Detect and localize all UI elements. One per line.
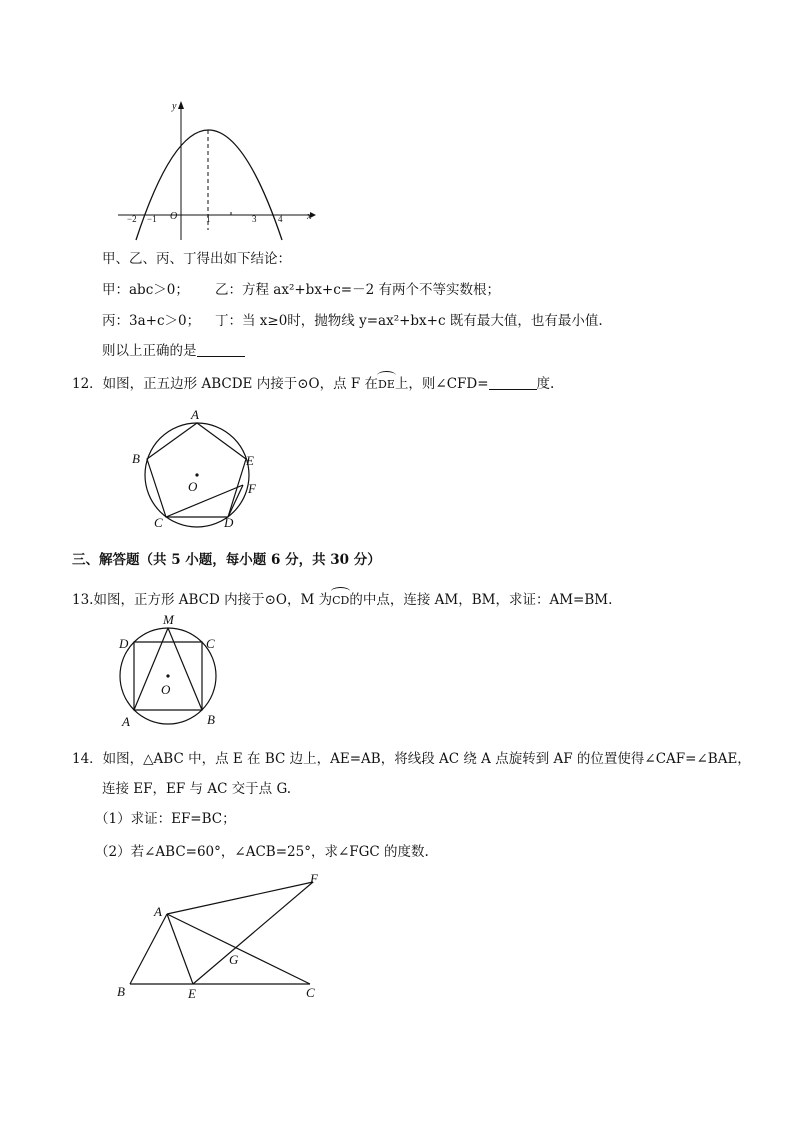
tick-label: 4 <box>278 214 283 224</box>
label-C: C <box>154 515 163 530</box>
q11-jia: 甲：abc＞0； <box>102 282 189 298</box>
x-axis-label: x <box>307 211 312 222</box>
label-B: B <box>207 712 215 727</box>
label-M: M <box>163 612 174 627</box>
answer-blank[interactable] <box>489 375 537 390</box>
q14-line1: 14．如图，△ABC 中，点 E 在 BC 边上，AE=AB，将线段 AC 绕 A 点旋转到 AF 的位置使得∠CAF=∠BAE， <box>72 751 751 767</box>
arc-cd: CD <box>332 589 349 610</box>
tick-label: −2 <box>127 214 137 224</box>
q11-ask <box>102 342 245 360</box>
q12-text <box>72 373 554 394</box>
label-C: C <box>206 636 215 651</box>
q13-pre: 13.如图，正方形 ABCD 内接于⊙O，M 为 <box>72 592 333 608</box>
q12-post: 上，则∠CFD= <box>394 376 489 392</box>
label-G: G <box>229 952 239 967</box>
tick-label: 1 <box>206 214 211 224</box>
q11-ask-text: 则以上正确的是 <box>102 343 197 359</box>
tick-label: 3 <box>252 214 257 224</box>
label-B: B <box>117 984 125 999</box>
answer-blank[interactable] <box>197 342 245 357</box>
label-O: O <box>188 479 198 494</box>
label-B: B <box>132 451 140 466</box>
q11-yi: 乙：方程 ax²+bx+c=－2 有两个不等实数根； <box>215 282 500 298</box>
q11-intro: 甲、乙、丙、丁得出如下结论： <box>102 251 291 267</box>
label-E: E <box>246 453 254 468</box>
label-D: D <box>224 515 234 530</box>
label-O: O <box>161 682 171 697</box>
arc-de: DE <box>378 373 395 394</box>
tick-label: −1 <box>147 214 157 224</box>
square-figure <box>110 612 235 732</box>
q14-part1: （1）求证：EF=BC； <box>95 811 236 827</box>
q11-bing: 丙：3a+c＞0； <box>102 313 201 329</box>
pentagon-figure <box>125 405 270 535</box>
label-F: F <box>310 871 318 886</box>
label-C: C <box>306 985 315 1000</box>
q13-post: 的中点，连接 AM，BM，求证：AM=BM. <box>349 592 613 608</box>
q12-pre: 12．如图，正五边形 ABCDE 内接于⊙O，点 F 在 <box>72 376 379 392</box>
label-A: A <box>154 904 162 919</box>
q14-line2: 连接 EF，EF 与 AC 交于点 G. <box>102 781 292 797</box>
label-E: E <box>188 986 196 1001</box>
q13-text <box>72 589 612 610</box>
triangle-figure <box>110 868 325 1003</box>
q11-ding: 丁：当 x≥0时，抛物线 y=ax²+bx+c 既有最大值，也有最小值. <box>215 313 603 329</box>
label-A: A <box>122 714 130 729</box>
label-F: F <box>248 481 256 496</box>
parabola-graph <box>110 95 325 245</box>
origin-label: O <box>170 211 178 222</box>
label-A: A <box>191 407 199 422</box>
section-heading: 三、解答题（共 5 小题，每小题 6 分，共 30 分） <box>72 552 381 568</box>
q14-part2: （2）若∠ABC=60°，∠ACB=25°，求∠FGC 的度数. <box>95 844 429 860</box>
label-D: D <box>119 636 129 651</box>
q12-tail: 度. <box>536 376 555 392</box>
y-axis-label: y <box>172 101 177 112</box>
